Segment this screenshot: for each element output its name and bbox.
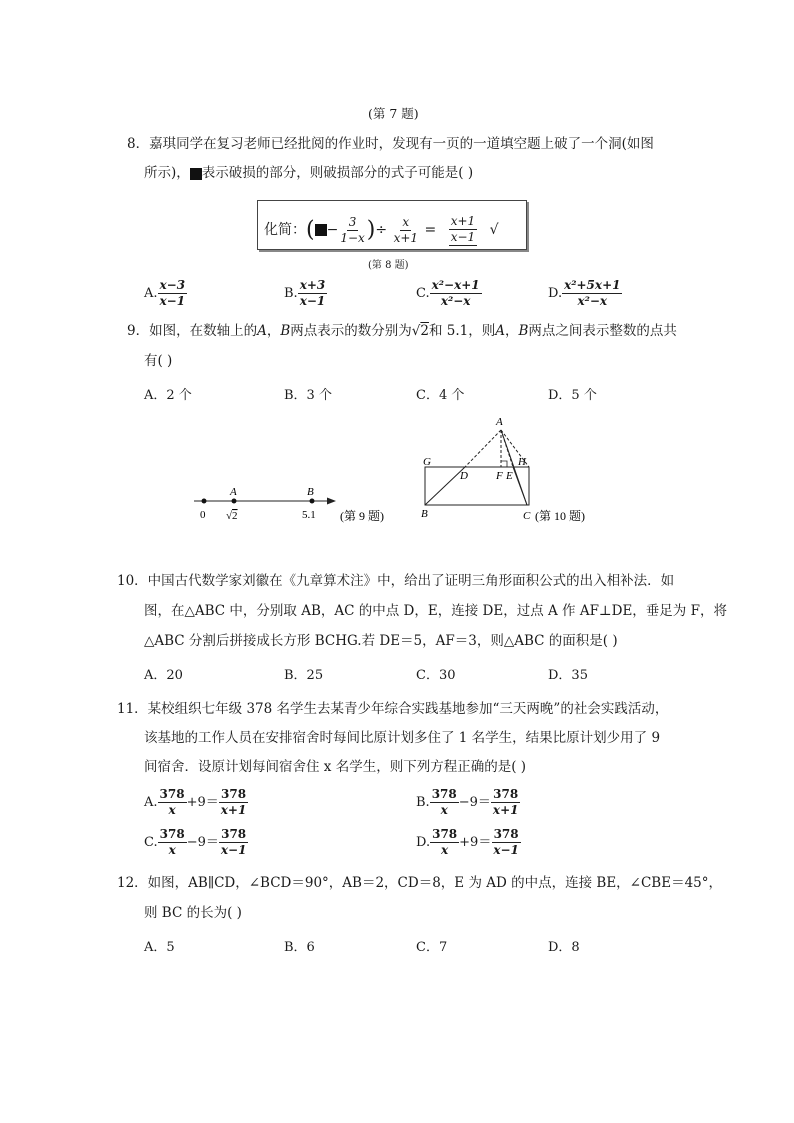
question-10-line-2: 图，在△ABC 中，分别取 AB，AC 的中点 D，E，连接 DE，过点 A 作 AF⊥DE，垂足为 F，将: [144, 603, 727, 619]
segment-bd: [425, 467, 465, 505]
box-paren-open: (: [306, 217, 315, 243]
question-8-line-2-pre: 所示)，: [144, 165, 190, 181]
q10-option-d[interactable]: D．35: [548, 668, 588, 683]
question-12-line-2: 则 BC 的长为( ): [144, 905, 242, 921]
check-mark-icon: √: [489, 222, 499, 238]
figure-7-caption: (第 7 题): [368, 106, 419, 121]
question-8-line-2: [144, 162, 473, 184]
segment-ec: [513, 467, 527, 505]
figure-9-caption: (第 9 题): [340, 509, 384, 523]
box-frac-1: $\frac{3}{1-x}$: [340, 214, 365, 245]
box-answer-frac: $\frac{x+1}{x-1}$: [450, 214, 476, 244]
rectangle-bchg: [425, 467, 529, 505]
q11-option-d[interactable]: D. $\frac{378}{x}$ +9＝ $\frac{378}{x-1}$: [416, 827, 519, 857]
figure-10-diagram: [415, 412, 605, 527]
figure-10-caption: (第 10 题): [535, 509, 585, 523]
arrow-icon: [327, 498, 336, 505]
box-expression: [264, 214, 499, 246]
question-8-line-1: 8．嘉琪同学在复习老师已经批阅的作业时，发现有一页的一道填空题上破了一个洞(如图: [127, 136, 654, 152]
question-9-line-1: 9．如图，在数轴上的A，B两点表示的数分别为√2和 5.1，则A，B两点之间表示整数的点共: [127, 323, 677, 339]
label-C: C: [523, 510, 531, 522]
box-frac-2: $\frac{x}{x+1}$: [393, 214, 419, 245]
q9-option-c[interactable]: C．4 个: [416, 388, 465, 403]
box-paren-close: ): [366, 217, 376, 243]
label-B: B: [421, 508, 428, 520]
figure-9-number-line: [180, 478, 400, 528]
q12-option-b[interactable]: B．6: [284, 940, 315, 955]
q10-option-b[interactable]: B．25: [284, 668, 324, 683]
point-b: [310, 499, 315, 504]
label-5-1: 5.1: [302, 509, 316, 521]
point-a: [232, 499, 237, 504]
label-H: H: [518, 456, 526, 468]
q11-option-c[interactable]: C. $\frac{378}{x}$ −9＝ $\frac{378}{x-1}$: [144, 827, 247, 857]
q10-option-a[interactable]: A．20: [144, 668, 183, 683]
question-8-homework-box: [257, 200, 527, 250]
q8-option-d[interactable]: D. $\frac{\text{x²+5x+1}}{\text{x²−x}}$: [548, 278, 621, 308]
question-11-line-1: 11．某校组织七年级 378 名学生去某青少年综合实践基地参加“三天两晚”的社会实践活动，: [117, 701, 669, 717]
label-a: A: [230, 486, 237, 498]
q9-option-d[interactable]: D．5 个: [548, 388, 597, 403]
label-E: E: [506, 470, 513, 482]
q11-option-a[interactable]: A. $\frac{378}{x}$ +9＝ $\frac{378}{x+1}$: [144, 787, 247, 817]
box-label: 化简：: [264, 222, 306, 238]
segment-ad-dashed: [465, 430, 501, 467]
q8-option-b[interactable]: B. $\frac{x+3}{x-1}$: [284, 278, 326, 308]
hole-square-icon: [190, 168, 202, 180]
question-10-line-3: △ABC 分割后拼接成长方形 BCHG.若 DE＝5，AF＝3，则△ABC 的面积是( ): [144, 633, 618, 649]
question-11-line-3: 间宿舍．设原计划每间宿舍住 x 名学生，则下列方程正确的是( ): [144, 759, 527, 775]
box-minus: −: [326, 222, 339, 238]
label-D: D: [460, 470, 468, 482]
question-11-line-2: 该基地的工作人员在安排宿舍时每间比原计划多住了 1 名学生，结果比原计划少用了 9: [144, 730, 661, 746]
q9-option-b[interactable]: B．3 个: [284, 388, 332, 403]
label-A: A: [496, 416, 503, 428]
q12-option-d[interactable]: D．8: [548, 940, 580, 955]
q12-option-a[interactable]: A．5: [144, 940, 175, 955]
right-angle-mark: [501, 461, 507, 467]
question-9-line-2: 有( ): [144, 353, 173, 369]
q9-option-a[interactable]: A．2 个: [144, 388, 192, 403]
q8-option-a[interactable]: A. $\frac{x-3}{x-1}$: [144, 278, 186, 308]
q8-option-c[interactable]: C. $\frac{\text{x²−x+1}}{\text{x²−x}}$: [416, 278, 480, 308]
box-div: ÷: [375, 222, 388, 238]
label-0: 0: [200, 509, 206, 521]
figure-8-caption: (第 8 题): [368, 260, 409, 271]
label-G: G: [423, 456, 431, 468]
box-hole-icon: [315, 224, 327, 236]
question-10-line-1: 10．中国古代数学家刘徽在《九章算术注》中，给出了证明三角形面积公式的出入相补法．如: [117, 573, 675, 589]
question-12-line-1: 12．如图，AB∥CD，∠BCD＝90°，AB＝2，CD＝8，E 为 AD 的中点，连接 BE，∠CBE＝45°，: [117, 875, 723, 891]
q12-option-c[interactable]: C．7: [416, 940, 448, 955]
q10-option-c[interactable]: C．30: [416, 668, 456, 683]
label-F: F: [496, 470, 503, 482]
label-sqrt2: √2: [226, 510, 238, 522]
label-b: B: [307, 486, 314, 498]
question-8-line-2-post: 表示破损的部分，则破损部分的式子可能是( ): [201, 165, 474, 181]
q11-option-b[interactable]: B. $\frac{378}{x}$ −9＝ $\frac{378}{x+1}$: [416, 787, 519, 817]
point-0: [202, 499, 207, 504]
sqrt-sign: √: [411, 323, 421, 339]
box-eq: =: [424, 222, 437, 238]
